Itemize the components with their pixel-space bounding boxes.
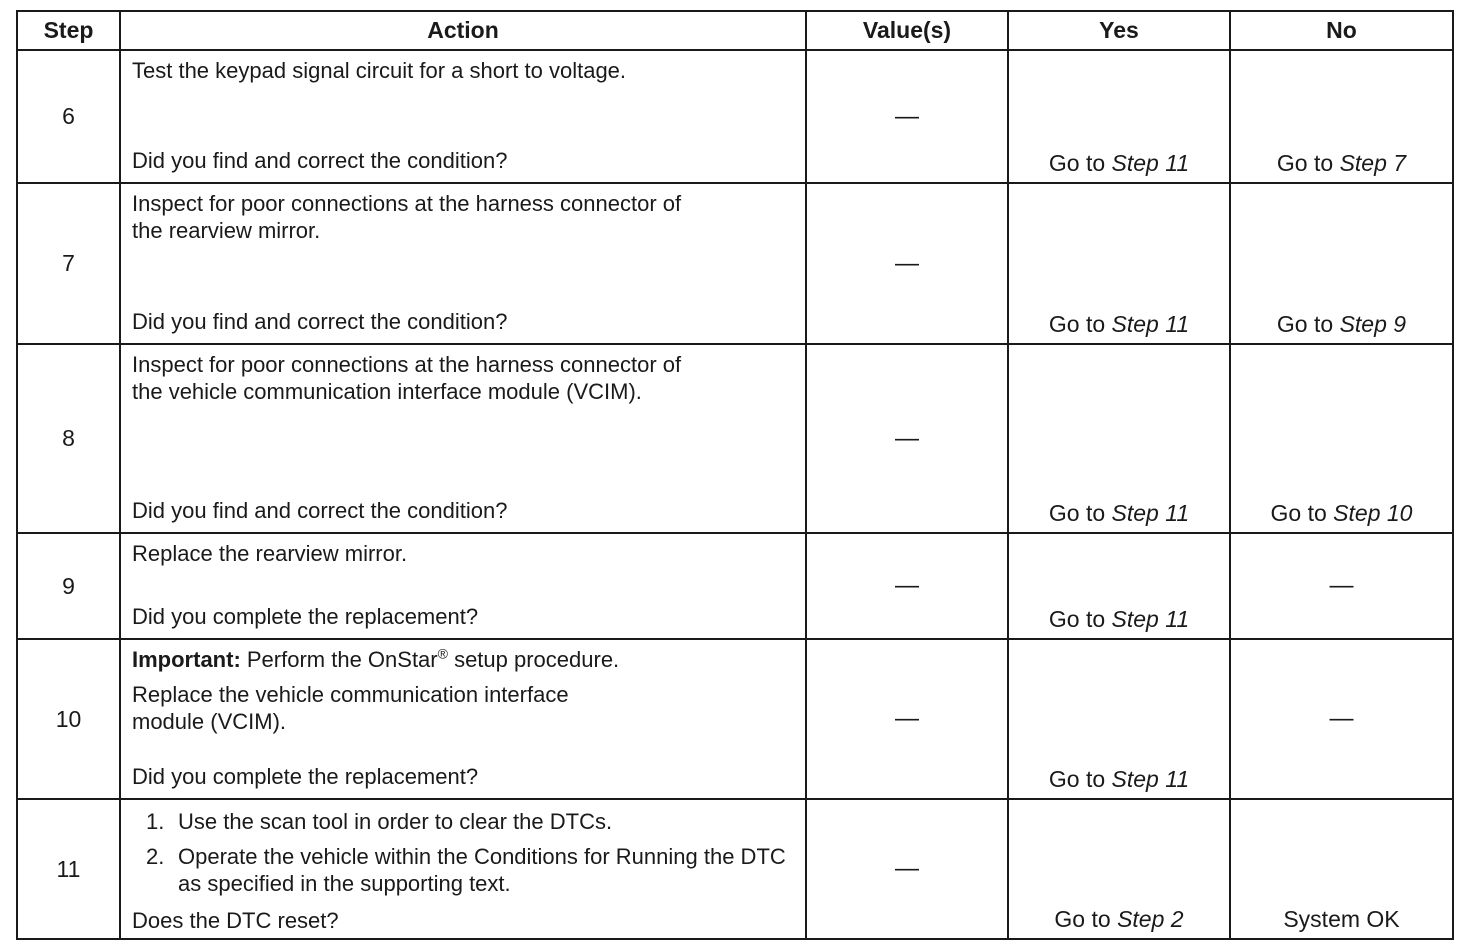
action-cell (120, 344, 806, 533)
action-question: Did you find and correct the condition? (132, 309, 508, 334)
diagnostic-table (16, 10, 1454, 940)
action-text: Test the keypad signal circuit for a short to voltage. (132, 58, 627, 83)
registered-mark: ® (437, 645, 448, 662)
yes-cell (1008, 799, 1230, 939)
header-yes: Yes (1008, 11, 1230, 50)
yes-step-link[interactable]: Step 11 (1111, 150, 1190, 176)
value-cell: — (806, 533, 1008, 639)
list-item-number: 1. (146, 809, 165, 834)
action-text: the rearview mirror. (132, 218, 321, 243)
value-cell: — (806, 799, 1008, 939)
table-row (17, 639, 1453, 799)
action-cell (120, 799, 806, 939)
header-row (17, 11, 1453, 50)
yes-cell (1008, 639, 1230, 799)
action-text: the vehicle communication interface module (VCIM). (132, 379, 642, 404)
step-number: 10 (17, 639, 120, 799)
important-label: Important: (132, 647, 241, 672)
value-cell: — (806, 344, 1008, 533)
important-text: Perform the OnStar (240, 647, 438, 672)
action-list (132, 808, 795, 897)
yes-prefix: Go to (1048, 500, 1112, 526)
table-row (17, 50, 1453, 183)
table-row (17, 344, 1453, 533)
action-question: Did you complete the replacement? (132, 764, 479, 789)
no-cell (1230, 50, 1453, 183)
step-number: 7 (17, 183, 120, 344)
action-text: Inspect for poor connections at the harness connector of (132, 191, 682, 216)
action-cell (120, 533, 806, 639)
action-text: Replace the rearview mirror. (132, 541, 408, 566)
no-cell: — (1230, 639, 1453, 799)
value-cell: — (806, 183, 1008, 344)
yes-step-link[interactable]: Step 2 (1117, 906, 1184, 932)
value-cell: — (806, 50, 1008, 183)
action-text: module (VCIM). (132, 709, 287, 734)
header-step: Step (17, 11, 120, 50)
yes-prefix: Go to (1048, 311, 1112, 337)
important-tail: setup procedure. (447, 647, 620, 672)
important-note (132, 646, 795, 673)
action-cell (120, 639, 806, 799)
no-cell (1230, 344, 1453, 533)
value-cell: — (806, 639, 1008, 799)
action-question: Did you find and correct the condition? (132, 148, 508, 173)
yes-step-link[interactable]: Step 11 (1111, 500, 1190, 526)
no-cell: — (1230, 533, 1453, 639)
step-number: 9 (17, 533, 120, 639)
header-action: Action (120, 11, 806, 50)
yes-prefix: Go to (1054, 906, 1118, 932)
yes-cell (1008, 533, 1230, 639)
table-row (17, 533, 1453, 639)
yes-cell (1008, 344, 1230, 533)
table-row (17, 183, 1453, 344)
action-text: Replace the vehicle communication interface (132, 682, 569, 707)
yes-step-link[interactable]: Step 11 (1111, 766, 1190, 792)
no-cell: System OK (1230, 799, 1453, 939)
list-item-text: Operate the vehicle within the Conditions for Running the DTC as specified in the supporting text. (178, 844, 786, 896)
no-cell (1230, 183, 1453, 344)
yes-step-link[interactable]: Step 11 (1111, 606, 1190, 632)
no-step-link[interactable]: Step 7 (1339, 150, 1407, 176)
action-question: Did you find and correct the condition? (132, 498, 508, 523)
step-number: 6 (17, 50, 120, 183)
action-cell (120, 50, 806, 183)
list-item (146, 843, 795, 897)
step-number: 11 (17, 799, 120, 939)
yes-prefix: Go to (1048, 766, 1112, 792)
no-step-link[interactable]: Step 9 (1339, 311, 1407, 337)
header-no: No (1230, 11, 1453, 50)
step-number: 8 (17, 344, 120, 533)
action-question: Did you complete the replacement? (132, 604, 479, 629)
no-step-link[interactable]: Step 10 (1333, 500, 1413, 526)
no-prefix: Go to (1270, 500, 1334, 526)
list-item (146, 808, 795, 835)
yes-prefix: Go to (1048, 150, 1112, 176)
yes-prefix: Go to (1048, 606, 1112, 632)
table-row (17, 799, 1453, 939)
yes-cell (1008, 183, 1230, 344)
action-text: Inspect for poor connections at the harness connector of (132, 352, 682, 377)
header-values: Value(s) (806, 11, 1008, 50)
list-item-number: 2. (146, 844, 165, 869)
action-question: Does the DTC reset? (132, 908, 339, 933)
no-prefix: Go to (1276, 311, 1340, 337)
action-cell (120, 183, 806, 344)
diagnostic-table-sheet (16, 10, 1452, 938)
no-prefix: Go to (1276, 150, 1340, 176)
yes-step-link[interactable]: Step 11 (1111, 311, 1190, 337)
yes-cell (1008, 50, 1230, 183)
list-item-text: Use the scan tool in order to clear the DTCs. (178, 809, 613, 834)
